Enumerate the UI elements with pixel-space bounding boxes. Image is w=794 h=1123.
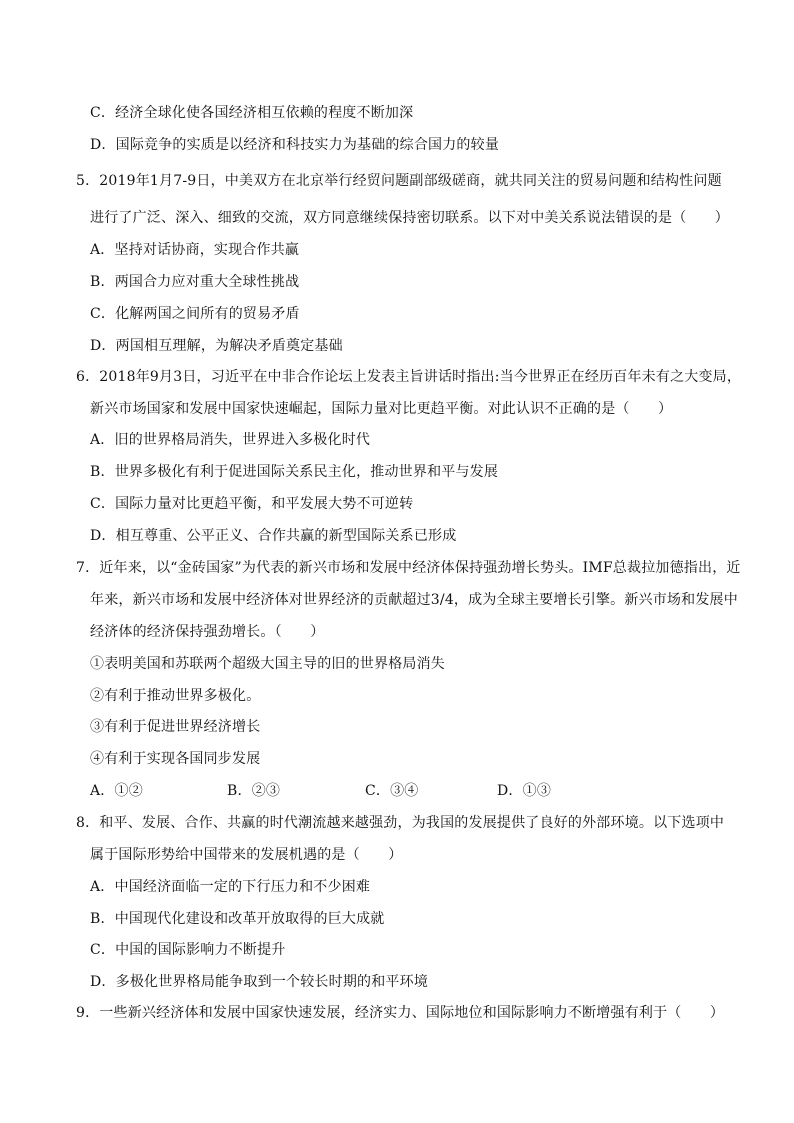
q7-stem-line-3: 经济体的经济保持强劲增长。（ ） xyxy=(90,624,325,640)
q5-stem-line-2: 进行了广泛、深入、细致的交流，双方同意继续保持密切联系。以下对中美关系说法错误的是（ ） xyxy=(90,210,729,226)
q8-stem-line-1: 8．和平、发展、合作、共赢的时代潮流越来越强劲，为我国的发展提供了良好的外部环境。以下选项中 xyxy=(76,815,725,831)
q7-choices xyxy=(90,782,551,800)
q9-stem-line-1: 9．一些新兴经济体和发展中国家快速发展，经济实力、国际地位和国际影响力不断增强有利于（ ） xyxy=(76,1005,725,1021)
q7-choice-b: B．②③ xyxy=(227,783,281,799)
q5-option-b: B．两国合力应对重大全球性挑战 xyxy=(90,274,300,290)
q5-stem-line-1: 5．2019年1月7-9日，中美双方在北京举行经贸问题副部级磋商，就共同关注的贸易问题和结构性问题 xyxy=(76,173,722,189)
q6-option-a: A．旧的世界格局消失，世界进入多极化时代 xyxy=(90,432,371,448)
q5-option-a: A．坚持对话协商，实现合作共赢 xyxy=(90,242,300,258)
q8-option-a: A．中国经济面临一定的下行压力和不少困难 xyxy=(90,879,371,895)
q8-option-c: C．中国的国际影响力不断提升 xyxy=(90,942,286,958)
q8-option-d: D．多极化世界格局能争取到一个较长时期的和平环境 xyxy=(90,974,429,990)
q7-choice-a: A．①② xyxy=(90,783,143,799)
q4-option-c: C．经济全球化使各国经济相互依赖的程度不断加深 xyxy=(90,105,414,121)
q6-stem-line-2: 新兴市场国家和发展中国家快速崛起，国际力量对比更趋平衡。对此认识不正确的是（ ） xyxy=(90,401,673,417)
q7-statement-1: ①表明美国和苏联两个超级大国主导的旧的世界格局消失 xyxy=(90,656,445,672)
q6-option-b: B．世界多极化有利于促进国际关系民主化，推动世界和平与发展 xyxy=(90,464,499,480)
q7-statement-4: ④有利于实现各国同步发展 xyxy=(90,751,261,767)
q7-stem-line-2: 年来，新兴市场和发展中经济体对世界经济的贡献超过3/4，成为全球主要增长引擎。新兴市场和发展中 xyxy=(90,592,738,608)
q5-option-d: D．两国相互理解，为解决矛盾奠定基础 xyxy=(90,338,343,354)
q7-statement-3: ③有利于促进世界经济增长 xyxy=(90,719,261,735)
q8-option-b: B．中国现代化建设和改革开放取得的巨大成就 xyxy=(90,911,385,927)
q7-statement-2: ②有利于推动世界多极化。 xyxy=(90,688,261,704)
q6-option-d: D．相互尊重、公平正义、合作共赢的新型国际关系已形成 xyxy=(90,528,457,544)
q4-option-d: D．国际竞争的实质是以经济和科技实力为基础的综合国力的较量 xyxy=(90,137,500,153)
q7-stem-line-1: 7．近年来，以“金砖国家”为代表的新兴市场和发展中经济体保持强劲增长势头。IMF总裁拉加德指出，近 xyxy=(76,560,741,576)
q7-choice-c: C．③④ xyxy=(365,783,419,799)
q6-stem-line-1: 6．2018年9月3日，习近平在中非合作论坛上发表主旨讲话时指出:当今世界正在经历百年未有之大变局， xyxy=(76,369,742,385)
q7-choice-d: D．①③ xyxy=(497,783,552,799)
q6-option-c: C．国际力量对比更趋平衡，和平发展大势不可逆转 xyxy=(90,496,414,512)
q5-option-c: C．化解两国之间所有的贸易矛盾 xyxy=(90,306,300,322)
q8-stem-line-2: 属于国际形势给中国带来的发展机遇的是（ ） xyxy=(90,847,403,863)
